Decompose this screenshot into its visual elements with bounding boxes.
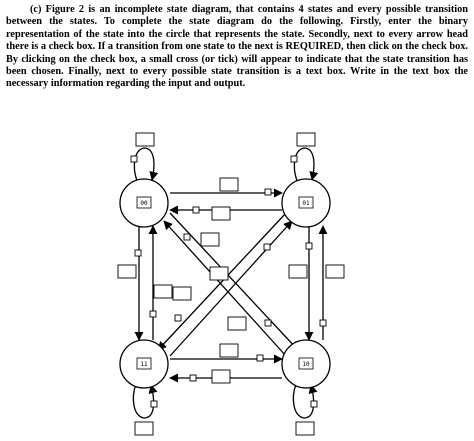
textbox-center-mid[interactable]: [210, 267, 228, 280]
checkbox-00-10[interactable]: [265, 320, 271, 326]
question-body: (c) Figure 2 is an incomplete state diagram, that contains 4 states and every possible transition between the states. To complete the state diagram do the following. Firstly, enter the binary representation of the state into the circle that represents the state. Secondly, next to every arrow head there is a check box. If a transition from one state to the next is REQUIRED, then click on the check box. By clicking on the check box, a small cross (or tick) will appear to indicate that the state transition has been chosen. Finally, next to every possible state transition is a text box. Write in the text box the necessary information regarding the input and output.: [6, 4, 468, 90]
textbox-00-00[interactable]: [136, 133, 154, 146]
textbox-01-01[interactable]: [297, 133, 315, 146]
checkbox-11-00[interactable]: [150, 311, 156, 317]
checkbox-00-11[interactable]: [135, 250, 141, 256]
textbox-10-11[interactable]: [212, 370, 230, 383]
textbox-11-10[interactable]: [220, 344, 238, 357]
checkbox-00-00[interactable]: [131, 156, 137, 162]
checkbox-11-01[interactable]: [264, 244, 270, 250]
loop-00: [134, 148, 154, 181]
checkbox-10-00[interactable]: [184, 234, 190, 240]
textbox-11-00[interactable]: [154, 285, 172, 298]
state-label-10: 10: [302, 361, 310, 368]
textbox-01-10[interactable]: [289, 265, 307, 278]
state-01: [282, 179, 330, 227]
checkbox-10-10[interactable]: [311, 401, 317, 407]
textbox-10-01[interactable]: [326, 265, 344, 278]
textbox-center-left[interactable]: [173, 287, 191, 300]
textbox-10-10[interactable]: [296, 422, 314, 435]
textbox-00-01[interactable]: [220, 178, 238, 191]
textbox-00-11[interactable]: [118, 265, 136, 278]
textbox-01-00[interactable]: [212, 207, 230, 220]
checkbox-01-11[interactable]: [175, 315, 181, 321]
checkbox-01-10[interactable]: [306, 243, 312, 249]
textbox-center-upper[interactable]: [201, 233, 219, 246]
checkbox-10-01[interactable]: [320, 320, 326, 326]
state-label-01: 01: [302, 200, 310, 207]
state-00: [120, 179, 168, 227]
checkbox-01-00[interactable]: [193, 207, 199, 213]
checkbox-10-11[interactable]: [190, 375, 196, 381]
checkbox-11-10[interactable]: [257, 355, 263, 361]
textbox-center-lower[interactable]: [228, 317, 246, 330]
loop-01: [294, 148, 314, 181]
checkbox-01-01[interactable]: [291, 156, 297, 162]
textbox-11-11[interactable]: [135, 422, 153, 435]
edge-01-11: [158, 213, 286, 350]
state-label-11: 11: [140, 361, 148, 368]
state-label-00: 00: [140, 200, 148, 207]
checkbox-00-01[interactable]: [265, 189, 271, 195]
state-10: [282, 340, 330, 388]
state-11: [120, 340, 168, 388]
checkbox-11-11[interactable]: [151, 401, 157, 407]
